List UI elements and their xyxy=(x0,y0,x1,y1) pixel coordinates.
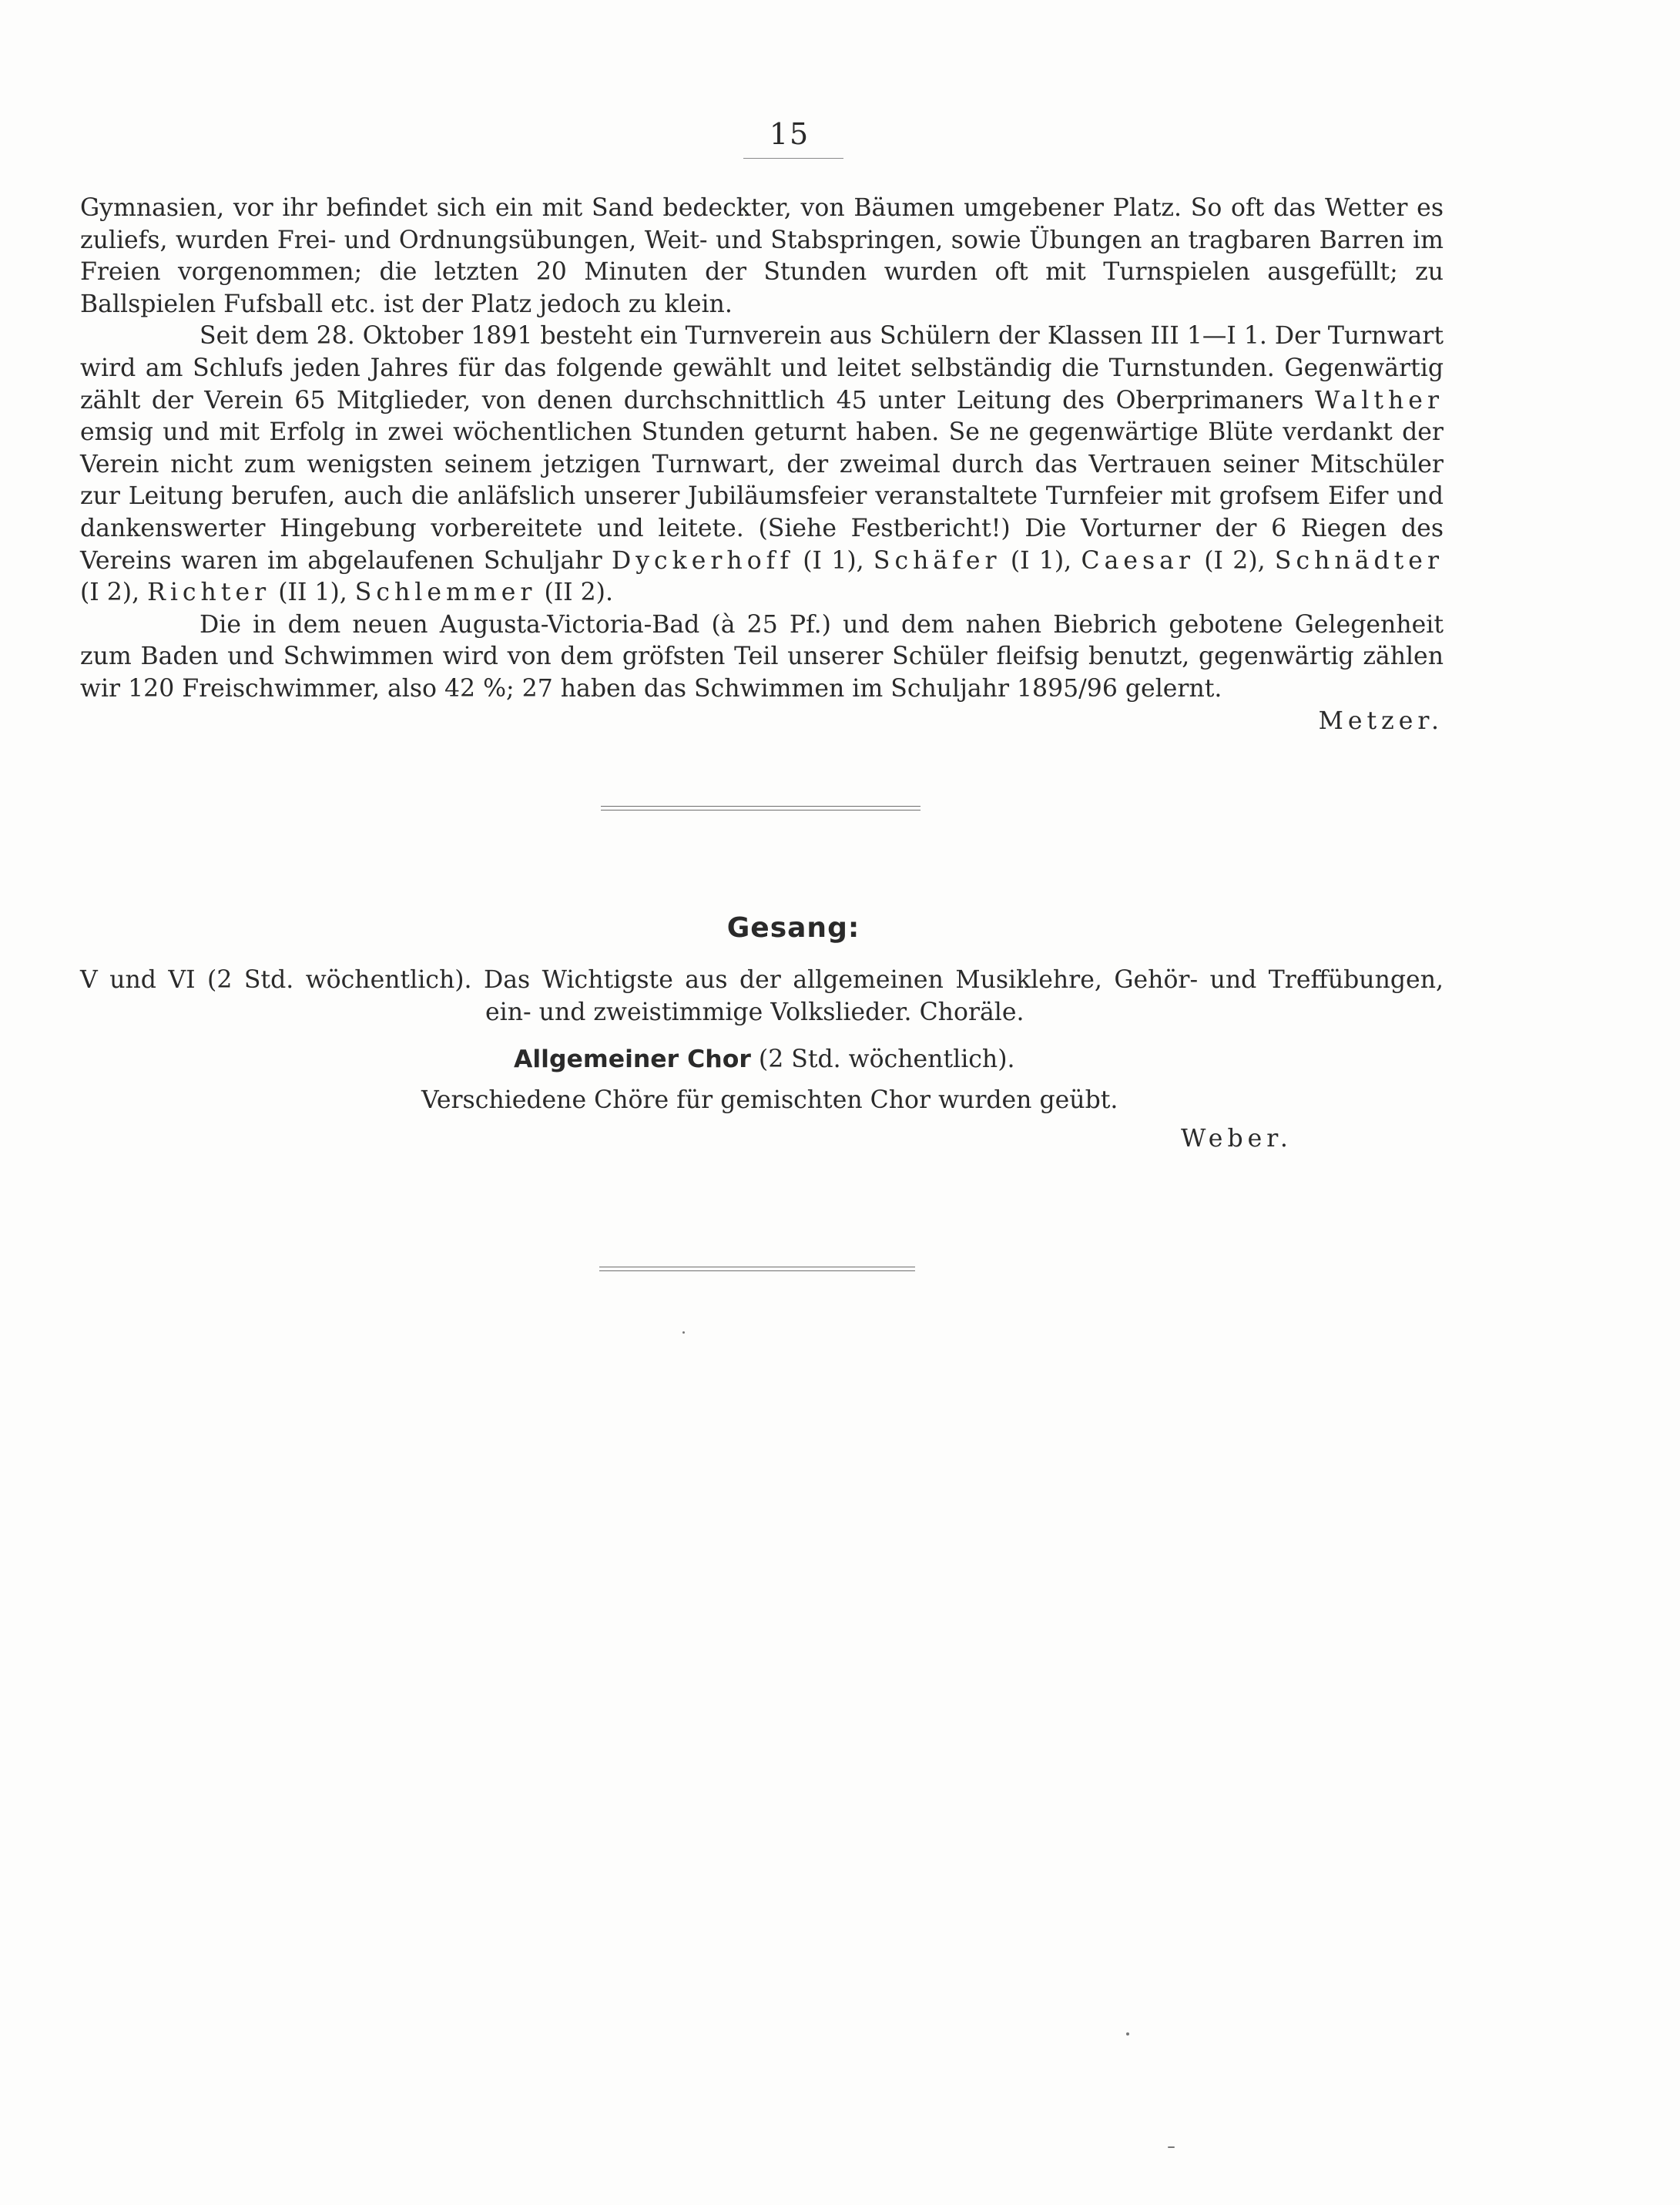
turnen-section xyxy=(80,193,1444,737)
gesang-heading: Gesang: xyxy=(726,912,860,944)
paragraph-schwimmen-text: Die in dem neuen Augusta-Victoria-Bad (à 25 Pf.) und dem nahen Biebrich gebotene Gelegenheit zum Baden und Schwimmen wird von dem gröfsten Teil unserer Schüler fleifsig benutzt, gegenwärtig zählen wir 120 Freischwimmer, also 42 %; 27 haben das Schwimmen im Schuljahr 1895/96 gelernt. xyxy=(80,610,1444,703)
page-number: 15 xyxy=(769,117,810,151)
section-divider-end xyxy=(599,1267,915,1271)
choir-line xyxy=(514,1045,1015,1073)
paper-speck xyxy=(1168,2146,1175,2148)
paper-speck xyxy=(1126,2032,1129,2036)
name-schaefer: Schäfer xyxy=(873,546,1001,575)
class-richter: (II 1), xyxy=(270,579,355,607)
signature-weber: Weber. xyxy=(1181,1125,1293,1153)
class-schaefer: (I 1), xyxy=(1001,546,1081,575)
paragraph-sportplatz: Gymnasien, vor ihr befindet sich ein mit Sand bedeckter, von Bäumen umgebener Platz. So oft das Wetter es zuliefs, wurden Frei- und Ordnungsübungen, Weit- und Stabspringen, sowie Übungen an tragbaren Barren im Freien vorgenommen; die letzten 20 Minuten der Stunden wurden oft mit Turnspielen ausgefüllt; zu Ballspielen Fufsball etc. ist der Platz jedoch zu klein. xyxy=(80,194,1444,318)
name-schnaedter: Schnädter xyxy=(1274,546,1444,575)
name-caesar: Caesar xyxy=(1081,546,1195,575)
paragraph-turnverein-text: Seit dem 28. Oktober 1891 besteht ein Turnverein aus Schülern der Klassen III 1—I 1. Der Turnwart wird am Schlufs jeden Jahres für das folgende gewählt und leitet selbständig die Turnstunden. Gegenwärtig zählt der Verein 65 Mitglieder, von denen durchschnittlich 45 unter Leitung des Oberprimaners xyxy=(80,322,1444,414)
paragraph-schwimmen xyxy=(80,609,1444,735)
gesang-line-1: V und VI (2 Std. wöchentlich). Das Wichtigste aus der allgemeinen Musiklehre, Gehör- und Treffübungen, xyxy=(80,966,1444,994)
paragraph-turnverein xyxy=(80,321,1444,609)
section-divider xyxy=(601,806,920,811)
page-number-rule xyxy=(743,158,843,159)
gesang-line-2: ein- und zweistimmige Volkslieder. Choräle. xyxy=(485,998,1024,1026)
class-schnaedter: (I 2), xyxy=(80,579,148,607)
signature-metzer: Metzer. xyxy=(1318,706,1444,735)
gesang-classes-text xyxy=(80,965,1444,1029)
name-walther: Walther xyxy=(1314,386,1444,414)
class-schlemmer: (II 2). xyxy=(536,579,613,607)
name-schlemmer: Schlemmer xyxy=(354,579,537,607)
name-dyckerhoff: Dyckerhoff xyxy=(611,546,793,575)
name-richter: Richter xyxy=(147,579,271,607)
choir-title: Allgemeiner Chor xyxy=(514,1045,751,1073)
choir-detail: Verschiedene Chöre für gemischten Chor wurden geübt. xyxy=(421,1086,1118,1114)
paper-speck xyxy=(682,1331,685,1334)
choir-hours: (2 Std. wöchentlich). xyxy=(750,1045,1015,1073)
class-caesar: (I 2), xyxy=(1195,546,1275,575)
paragraph-turnverein-text-2: emsig und mit Erfolg in zwei wöchentlichen Stunden geturnt haben. Se ne gegenwärtige Blüte verdankt der Verein nicht zum wenigsten seinem jetzigen Turnwart, der zweimal durch das Vertrauen seiner Mitschüler zur Leitung berufen, auch die anläfslich unserer Jubiläumsfeier veranstaltete Turnfeier mit grofsem Eifer und dankenswerter Hingebung vorbereitete und leitete. (Siehe Festbericht!) Die Vorturner der 6 Riegen des Vereins waren im abgelaufenen Schuljahr xyxy=(80,418,1444,575)
class-dyckerhoff: (I 1), xyxy=(793,546,874,575)
